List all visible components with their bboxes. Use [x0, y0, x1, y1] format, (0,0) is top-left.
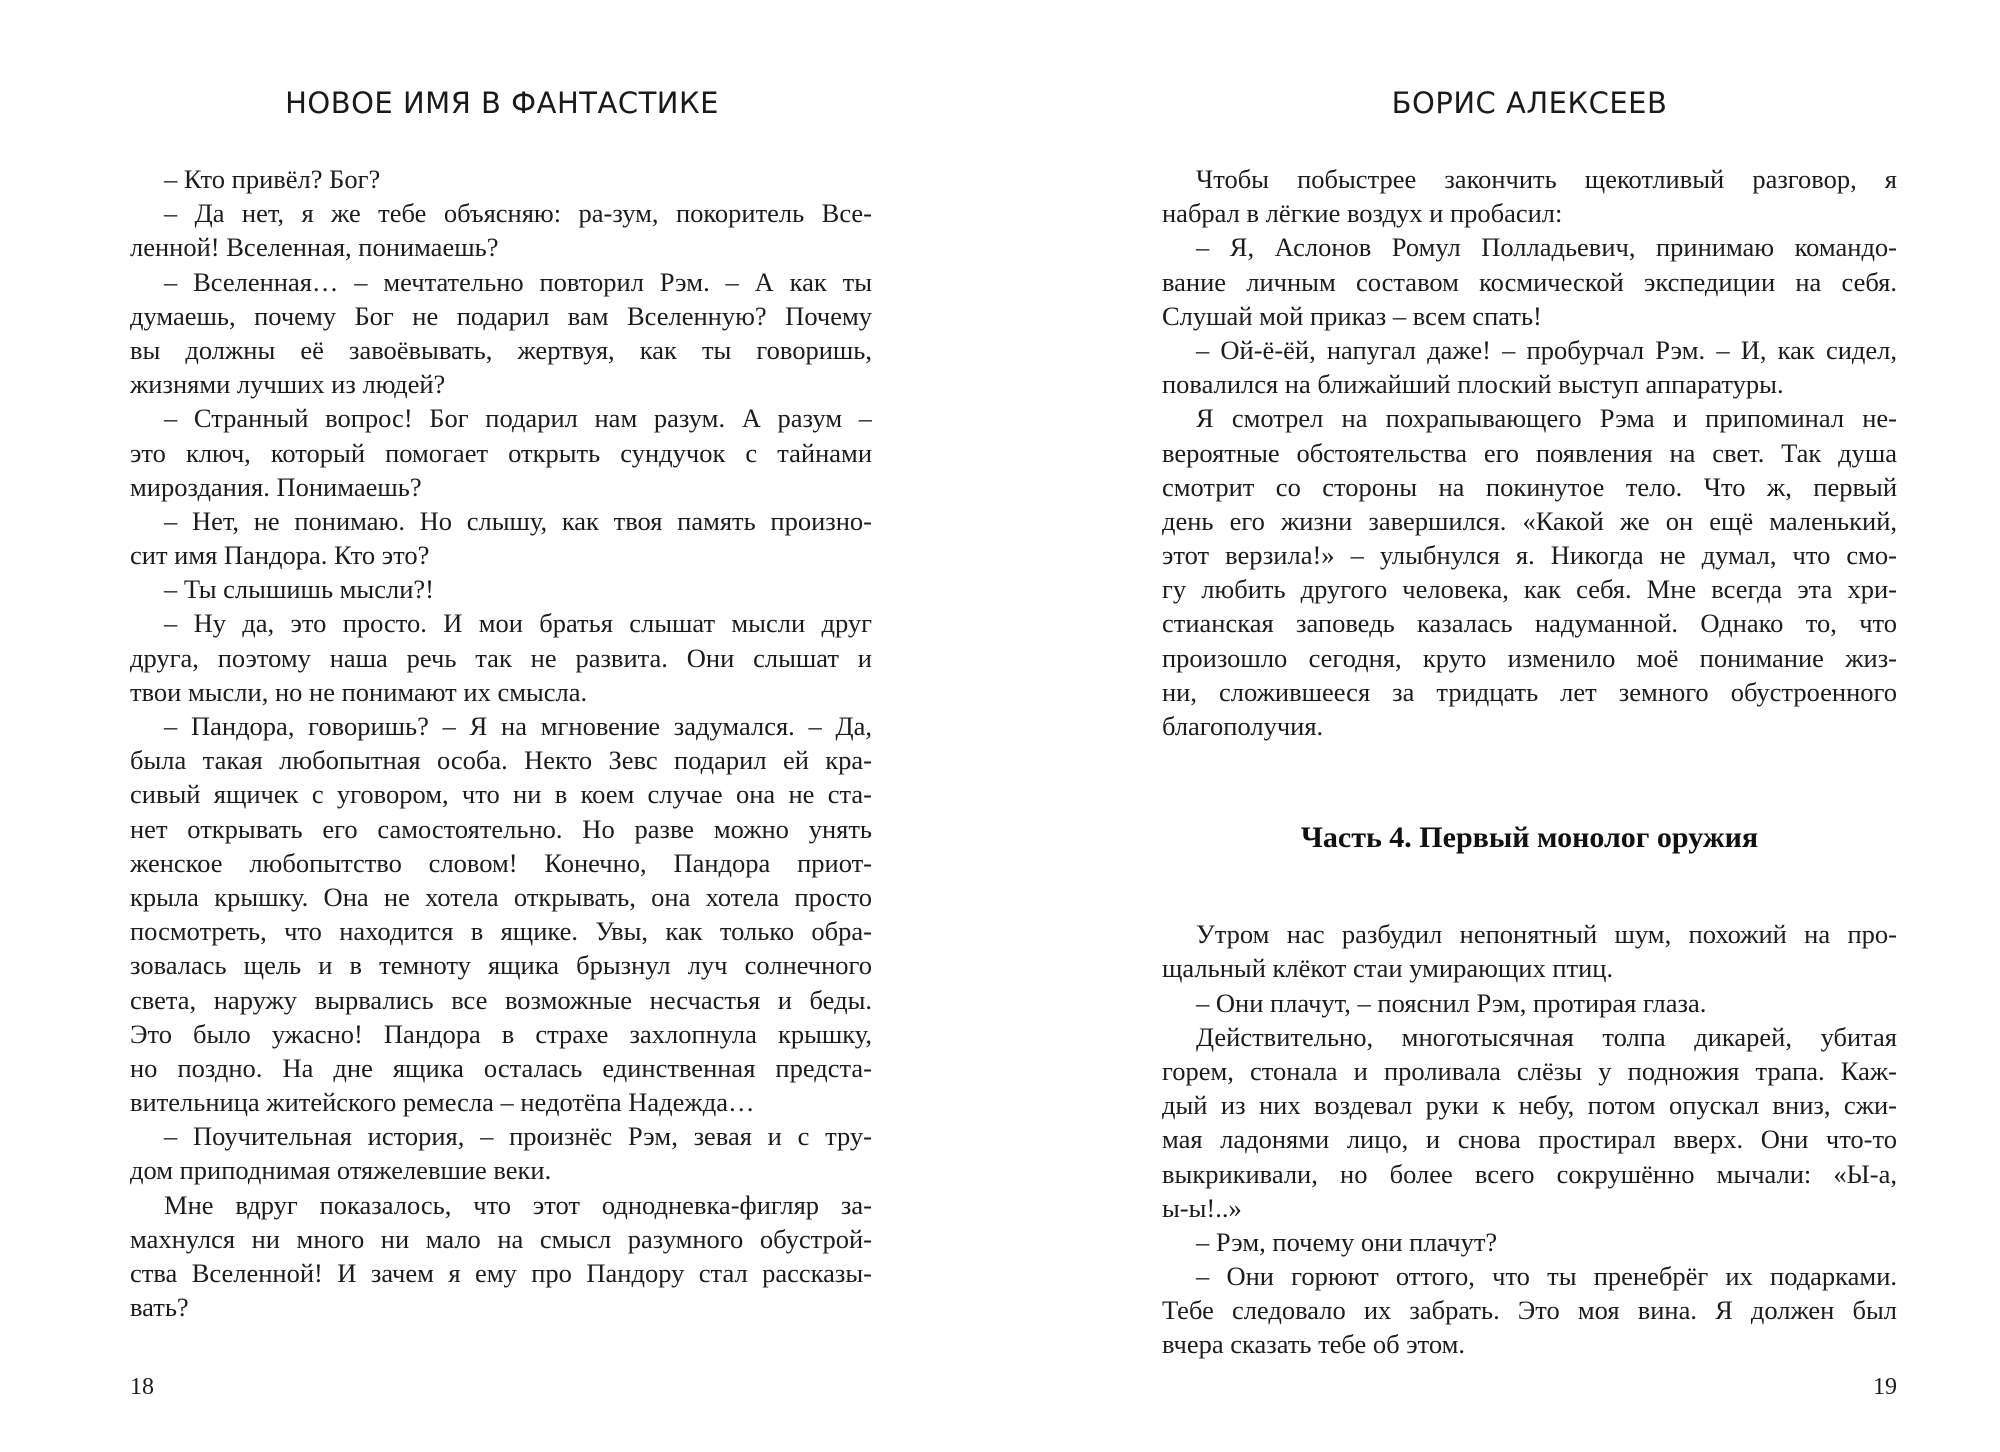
text-line: Это было ужасно! Пандора в страхе захлопнула крышку, [130, 1018, 872, 1049]
text-line: – Ой-ё-ёй, напугал даже! – пробурчал Рэм. – И, как сидел, [1196, 334, 1897, 365]
paragraph [1162, 1225, 1897, 1259]
text-line: повалился на ближайший плоский выступ аппаратуры. [1162, 369, 1784, 400]
page-number-left: 18 [130, 1374, 154, 1400]
text-line: – Поучительная история, – произнёс Рэм, зевая и с тру- [164, 1121, 872, 1152]
text-line: Действительно, многотысячная толпа дикарей, убитая [1196, 1021, 1897, 1052]
text-line: это ключ, который помогает открыть сундучок с тайнами [130, 437, 872, 468]
text-line: посмотреть, что находится в ящике. Увы, как только обра- [130, 916, 872, 947]
text-line: крыла крышку. Она не хотела открывать, она хотела просто [130, 881, 872, 912]
text-line: вчера сказать тебе об этом. [1162, 1329, 1466, 1360]
text-line: женское любопытство словом! Конечно, Пандора приот- [130, 847, 872, 878]
text-line: но поздно. На дне ящика осталась единственная предста- [130, 1052, 872, 1083]
text-line: сит имя Пандора. Кто это? [130, 540, 430, 571]
text-line: жизнями лучших из людей? [130, 369, 446, 400]
text-line: – Вселенная… – мечтательно повторил Рэм. – А как ты [164, 266, 872, 297]
text-line: горем, стонала и проливала слёзы у подножия трапа. Каж- [1162, 1055, 1897, 1086]
text-line: ства Вселенной! И зачем я ему про Пандору стал рассказы- [130, 1258, 872, 1288]
text-line: этот верзила!» – улыбнулся я. Никогда не думал, что смо- [1162, 540, 1897, 571]
right-paragraphs-after [1162, 917, 1897, 1361]
text-line: смотрит со стороны на покинутое тело. Что ж, первый [1162, 471, 1897, 502]
text-line: друга, поэтому наша речь так не развита. Они слышат и [130, 642, 872, 673]
paragraph [1162, 1259, 1897, 1362]
paragraph [1162, 986, 1897, 1020]
paragraph [130, 1188, 872, 1325]
text-line: сивый ящичек с уговором, что ни в коем случае она не ста- [130, 779, 872, 810]
text-line: благополучия. [1162, 711, 1324, 741]
text-line: Я смотрел на похрапывающего Рэма и припоминал не- [1196, 403, 1897, 434]
text-line: щальный клёкот стаи умирающих птиц. [1162, 953, 1614, 984]
text-line: – Нет, не понимаю. Но слышу, как твоя память произно- [164, 505, 872, 536]
right-text-block [1162, 162, 1897, 1362]
text-line: вительница житейского ремесла – недотёпа Надежда… [130, 1087, 755, 1118]
right-page [1000, 0, 2000, 1452]
text-line: вы должны её завоёвывать, жертвуя, как ты говоришь, [130, 334, 872, 365]
text-line: зовалась щель и в темноту ящика брызнул луч солнечного [130, 950, 872, 981]
paragraph [1162, 162, 1897, 230]
paragraph [1162, 917, 1897, 985]
text-line: думаешь, почему Бог не подарил вам Вселенную? Почему [130, 300, 872, 331]
text-line: махнулся ни много ни мало на смысл разумного обустрой- [130, 1223, 872, 1254]
text-line: – Они плачут, – пояснил Рэм, протирая глаза. [1196, 987, 1707, 1018]
text-line: дый из них воздевал руки к небу, потом опускал вниз, сжи- [1162, 1090, 1897, 1121]
paragraph [130, 504, 872, 572]
paragraph [130, 606, 872, 709]
text-line: вание личным составом космической экспедиции на себя. [1162, 266, 1897, 297]
text-line: – Ну да, это просто. И мои братья слышат мысли друг [164, 608, 872, 639]
text-line: ленной! Вселенная, понимаешь? [130, 232, 499, 263]
paragraph [1162, 333, 1897, 401]
text-line: набрал в лёгкие воздух и пробасил: [1162, 198, 1563, 229]
text-line: – Пандора, говоришь? – Я на мгновение задумался. – Да, [164, 711, 872, 741]
text-line: твои мысли, но не понимают их смысла. [130, 676, 588, 707]
paragraph [130, 265, 872, 402]
text-line: Тебе следовало их забрать. Это моя вина. Я должен был [1162, 1295, 1897, 1326]
paragraph [1162, 1020, 1897, 1225]
left-text-block [130, 162, 872, 1324]
text-line: была такая любопытная особа. Некто Зевс подарил ей кра- [130, 745, 872, 776]
chapter-heading: Часть 4. Первый монолог оружия [1300, 821, 1759, 855]
page-number-right: 19 [1873, 1374, 1897, 1400]
text-line: света, наружу вырвались все возможные несчастья и беды. [130, 984, 872, 1015]
paragraph [130, 196, 872, 264]
text-line: стианская заповедь казалась надуманной. Однако то, что [1162, 608, 1897, 639]
text-line: Мне вдруг показалось, что этот однодневка-фигляр за- [164, 1189, 872, 1220]
text-line: – Кто привёл? Бог? [164, 164, 381, 194]
text-line: – Странный вопрос! Бог подарил нам разум. А разум – [164, 403, 872, 434]
text-line: вероятные обстоятельства его появления на свет. Так душа [1162, 437, 1897, 468]
text-line: – Они горюют оттого, что ты пренебрёг их подарками. [1196, 1261, 1897, 1292]
text-line: мая ладонями лицо, и снова простирал вверх. Они что-то [1162, 1124, 1897, 1155]
text-line: ы-ы!..» [1162, 1192, 1242, 1223]
text-line: произошло сегодня, круто изменило моё понимание жиз- [1162, 642, 1897, 673]
paragraph [130, 162, 872, 196]
text-line: дом приподнимая отяжелевшие веки. [130, 1155, 552, 1186]
paragraph [130, 1119, 872, 1187]
paragraph [130, 401, 872, 504]
text-line: Слушай мой приказ – всем спать! [1162, 300, 1542, 331]
text-line: вать? [130, 1292, 189, 1323]
text-line: Чтобы побыстрее закончить щекотливый разговор, я [1196, 164, 1897, 194]
text-line: нет открывать его самостоятельно. Но разве можно унять [130, 813, 872, 844]
text-line: день его жизни завершился. «Какой же он ещё маленький, [1162, 505, 1897, 536]
text-line: – Я, Аслонов Ромул Полладьевич, принимаю командо- [1196, 232, 1897, 263]
text-line: – Рэм, почему они плачут? [1196, 1226, 1498, 1257]
text-line: ни, сложившееся за тридцать лет земного обустроенного [1162, 676, 1897, 707]
paragraph [1162, 230, 1897, 333]
right-paragraphs-before [1162, 162, 1897, 743]
running-head-right: БОРИС АЛЕКСЕЕВ [1391, 86, 1668, 120]
text-line: – Да нет, я же тебе объясняю: ра-зум, покоритель Все- [164, 198, 872, 229]
text-line: – Ты слышишь мысли?! [164, 574, 434, 605]
text-line: мироздания. Понимаешь? [130, 471, 422, 502]
paragraph [130, 572, 872, 606]
text-line: гу любить другого человека, как себя. Мне всегда эта хри- [1162, 574, 1897, 605]
text-line: Утром нас разбудил непонятный шум, похожий на про- [1196, 919, 1897, 950]
paragraph [130, 709, 872, 1119]
paragraph [1162, 401, 1897, 743]
text-line: выкрикивали, но более всего сокрушённо мычали: «Ы-а, [1162, 1158, 1897, 1189]
running-head-left: НОВОЕ ИМЯ В ФАНТАСТИКЕ [285, 86, 719, 120]
